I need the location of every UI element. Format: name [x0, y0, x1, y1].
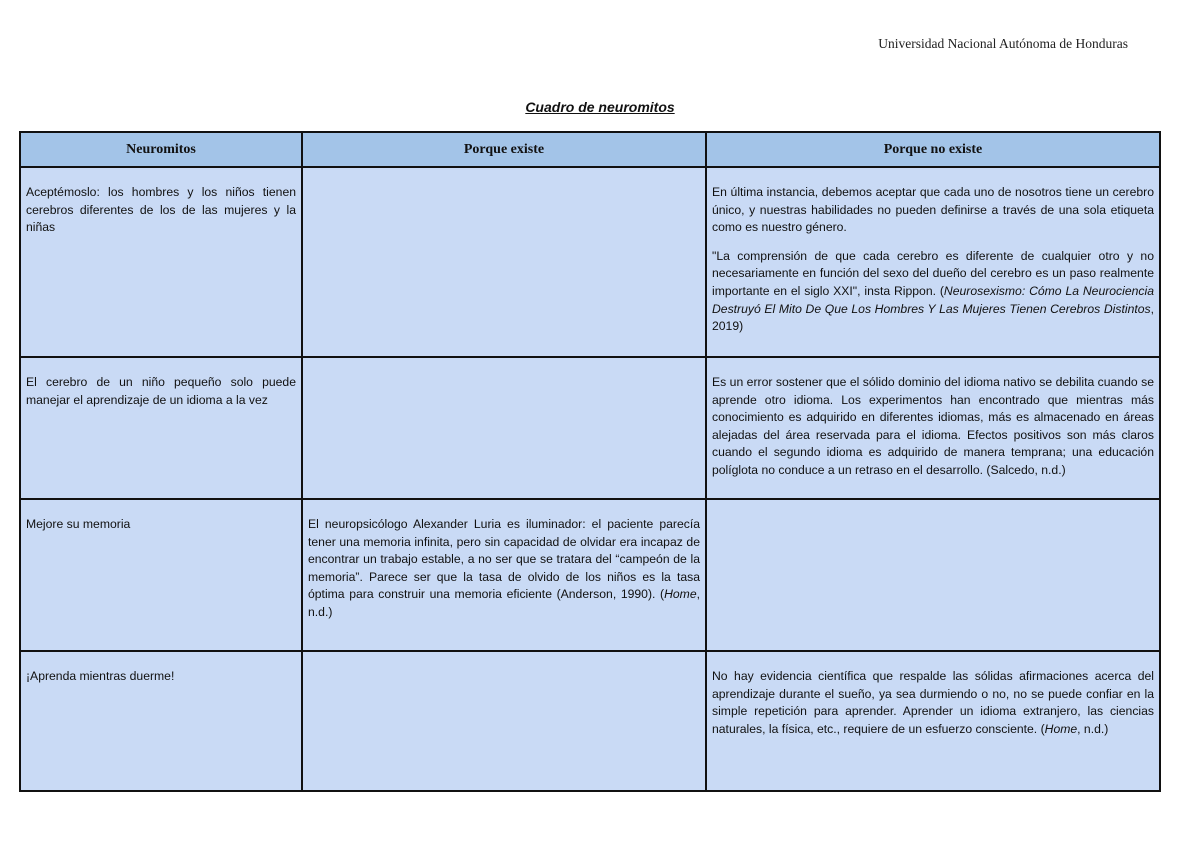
- not-exists-cell: [706, 499, 1160, 651]
- table-row: [20, 167, 1160, 357]
- myth-cell: Mejore su memoria: [20, 499, 302, 651]
- table-row: [20, 499, 1160, 651]
- exists-cell: [302, 357, 706, 499]
- document-title: Cuadro de neuromitos: [525, 99, 675, 115]
- exists-cell: [302, 499, 706, 651]
- not-exists-cell: [706, 651, 1160, 791]
- paragraph: En última instancia, debemos aceptar que cada uno de nosotros tiene un cerebro único, y nuestras habilidades no pueden definirse a través de una sola etiqueta como es nuestro género.: [712, 185, 1154, 235]
- exists-cell: [302, 651, 706, 791]
- citation-title: Home: [1044, 721, 1078, 736]
- table-row: [20, 651, 1160, 791]
- citation-year: , 2019): [712, 301, 1154, 334]
- header-porque-existe: Porque existe: [302, 132, 706, 167]
- exists-cell: [302, 167, 706, 357]
- exists-text: El neuropsicólogo Alexander Luria es iluminador: el paciente parecía tener una memoria infinita, pero sin capacidad de olvidar era incapaz de encontrar un trabajo estable, a no ser que se tratara del “campeón de la memoria”. Parece ser que la tasa de olvido de los niños es la tasa óptima para construir una memoria eficiente (Anderson, 1990). (: [308, 517, 700, 602]
- not-exists-cell: Es un error sostener que el sólido dominio del idioma nativo se debilita cuando se aprende otro idioma. Los experimentos han encontrado que mientras más conocimiento es adquirido en diferentes idiomas, más es almacenado en áreas alejadas del área reservada para el idioma. Efectos positivos son más claros cuando el segundo idioma es adquirido de manera temprana; una educación políglota no conduce a un retraso en el desarrollo. (Salcedo, n.d.): [706, 357, 1160, 499]
- header-neuromitos: Neuromitos: [20, 132, 302, 167]
- neuromyths-table: [19, 131, 1161, 792]
- citation-title: Neurosexismo: Cómo La Neurociencia Destruyó El Mito De Que Los Hombres Y Las Mujeres Tienen Cerebros Distintos: [712, 283, 1154, 316]
- citation-year: , n.d.): [308, 587, 700, 619]
- quote-text: "La comprensión de que cada cerebro es diferente de cualquier otro y no necesariamente en función del sexo del dueño del cerebro es un paso realmente importante en el siglo XXI", insta Rippon. (: [712, 248, 1154, 298]
- header-porque-no-existe: Porque no existe: [706, 132, 1160, 167]
- myth-cell: El cerebro de un niño pequeño solo puede manejar el aprendizaje de un idioma a la vez: [20, 357, 302, 499]
- table-header-row: [20, 132, 1160, 167]
- not-exists-cell: [706, 167, 1160, 357]
- university-header: Universidad Nacional Autónoma de Honduras: [878, 36, 1128, 51]
- citation-year: , n.d.): [1077, 721, 1109, 736]
- citation-title: Home: [664, 587, 697, 602]
- table-row: [20, 357, 1160, 499]
- quote-paragraph: [712, 248, 1154, 336]
- myth-cell: Aceptémoslo: los hombres y los niños tienen cerebros diferentes de los de las mujeres y la niñas: [20, 167, 302, 357]
- not-exists-text: No hay evidencia científica que respalde las sólidas afirmaciones acerca del aprendizaje durante el sueño, ya sea durmiendo o no, no se puede confiar en la simple repetición para aprender. Aprender un idioma extranjero, las ciencias naturales, la física, etc., requiere de un esfuerzo consciente. (: [712, 669, 1154, 736]
- myth-cell: ¡Aprenda mientras duerme!: [20, 651, 302, 791]
